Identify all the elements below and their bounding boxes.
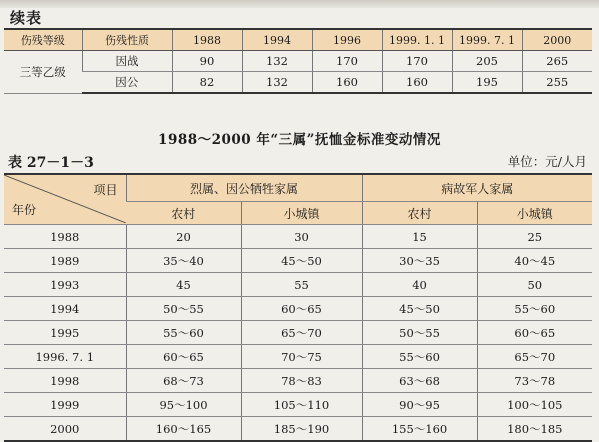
value-cell: 60～65 — [241, 297, 362, 321]
sub-header-cell: 小城镇 — [477, 202, 592, 225]
sub-header-cell: 农村 — [362, 202, 477, 225]
corner-item-label: 项目 — [93, 183, 118, 197]
nature-cell: 因战 — [82, 51, 172, 72]
year-cell: 1996. 7. 1 — [4, 345, 126, 369]
value-cell: 255 — [522, 72, 592, 94]
value-cell: 132 — [242, 72, 312, 94]
value-cell: 50 — [477, 273, 592, 297]
year-cell: 1989 — [4, 249, 126, 273]
value-cell: 55～60 — [477, 297, 592, 321]
value-cell: 205 — [452, 51, 522, 72]
value-cell: 63～68 — [362, 369, 477, 393]
value-cell: 73～78 — [477, 369, 592, 393]
table1-header-cell: 1999. 7. 1 — [452, 29, 522, 51]
value-cell: 60～65 — [477, 321, 592, 345]
value-cell: 65～70 — [477, 345, 592, 369]
value-cell: 185～190 — [241, 417, 362, 442]
grade-cell: 三等乙级 — [4, 51, 82, 94]
value-cell: 55 — [241, 273, 362, 297]
sub-header-cell: 农村 — [126, 202, 241, 225]
nature-cell: 因公 — [82, 72, 172, 94]
table1-header-cell: 伤残性质 — [82, 29, 172, 51]
year-cell: 1994 — [4, 297, 126, 321]
value-cell: 195 — [452, 72, 522, 94]
value-cell: 30 — [241, 225, 362, 249]
table1-header-cell: 伤残等级 — [4, 29, 82, 51]
value-cell: 155～160 — [362, 417, 477, 442]
value-cell: 90～95 — [362, 393, 477, 417]
value-cell: 132 — [242, 51, 312, 72]
value-cell: 180～185 — [477, 417, 592, 442]
table1-header-cell: 1999. 1. 1 — [382, 29, 452, 51]
table-row — [4, 249, 592, 273]
value-cell: 50～55 — [362, 321, 477, 345]
continued-label: 续表 — [10, 9, 43, 27]
table1-header-cell: 1996 — [312, 29, 382, 51]
disability-pension-table — [4, 28, 592, 94]
table-row — [4, 72, 592, 94]
table2-title: 1988～2000 年“三属”抚恤金标准变动情况 — [158, 132, 441, 148]
value-cell: 105～110 — [241, 393, 362, 417]
year-cell: 1995 — [4, 321, 126, 345]
year-cell: 1988 — [4, 225, 126, 249]
table-row — [4, 297, 592, 321]
table-row — [4, 417, 592, 442]
corner-header — [4, 174, 126, 225]
value-cell: 68～73 — [126, 369, 241, 393]
table1-header-cell: 1994 — [242, 29, 312, 51]
corner-year-label: 年份 — [12, 203, 37, 217]
value-cell: 95～100 — [126, 393, 241, 417]
value-cell: 65～70 — [241, 321, 362, 345]
value-cell: 265 — [522, 51, 592, 72]
value-cell: 100～105 — [477, 393, 592, 417]
value-cell: 78～83 — [241, 369, 362, 393]
value-cell: 45～50 — [362, 297, 477, 321]
group-header-martyr: 烈属、因公牺牲家属 — [126, 174, 362, 202]
value-cell: 40 — [362, 273, 477, 297]
value-cell: 45 — [126, 273, 241, 297]
value-cell: 60～65 — [126, 345, 241, 369]
table1-header-cell: 1988 — [172, 29, 242, 51]
value-cell: 160 — [382, 72, 452, 94]
table-row — [4, 393, 592, 417]
value-cell: 170 — [382, 51, 452, 72]
table-row — [4, 225, 592, 249]
sub-header-cell: 小城镇 — [241, 202, 362, 225]
value-cell: 40～45 — [477, 249, 592, 273]
value-cell: 35～40 — [126, 249, 241, 273]
value-cell: 45～50 — [241, 249, 362, 273]
pension-standard-table — [4, 173, 592, 442]
table1-header-cell: 2000 — [522, 29, 592, 51]
table-row — [4, 369, 592, 393]
value-cell: 55～60 — [126, 321, 241, 345]
year-cell: 1999 — [4, 393, 126, 417]
page-top-strip — [0, 0, 599, 8]
table-row — [4, 321, 592, 345]
table-row — [4, 51, 592, 72]
value-cell: 55～60 — [362, 345, 477, 369]
year-cell: 2000 — [4, 417, 126, 442]
table-row — [4, 273, 592, 297]
value-cell: 70～75 — [241, 345, 362, 369]
value-cell: 170 — [312, 51, 382, 72]
value-cell: 90 — [172, 51, 242, 72]
table2-group-header-row — [4, 174, 592, 202]
table-row — [4, 345, 592, 369]
value-cell: 160～165 — [126, 417, 241, 442]
value-cell: 15 — [362, 225, 477, 249]
year-cell: 1993 — [4, 273, 126, 297]
year-cell: 1998 — [4, 369, 126, 393]
table2-number: 表 27－1－3 — [8, 155, 94, 171]
table1-header-row — [4, 29, 592, 51]
table2-unit: 单位：元/人月 — [507, 154, 587, 169]
value-cell: 30～35 — [362, 249, 477, 273]
group-header-deceased: 病故军人家属 — [362, 174, 592, 202]
value-cell: 25 — [477, 225, 592, 249]
value-cell: 50～55 — [126, 297, 241, 321]
value-cell: 160 — [312, 72, 382, 94]
value-cell: 20 — [126, 225, 241, 249]
value-cell: 82 — [172, 72, 242, 94]
